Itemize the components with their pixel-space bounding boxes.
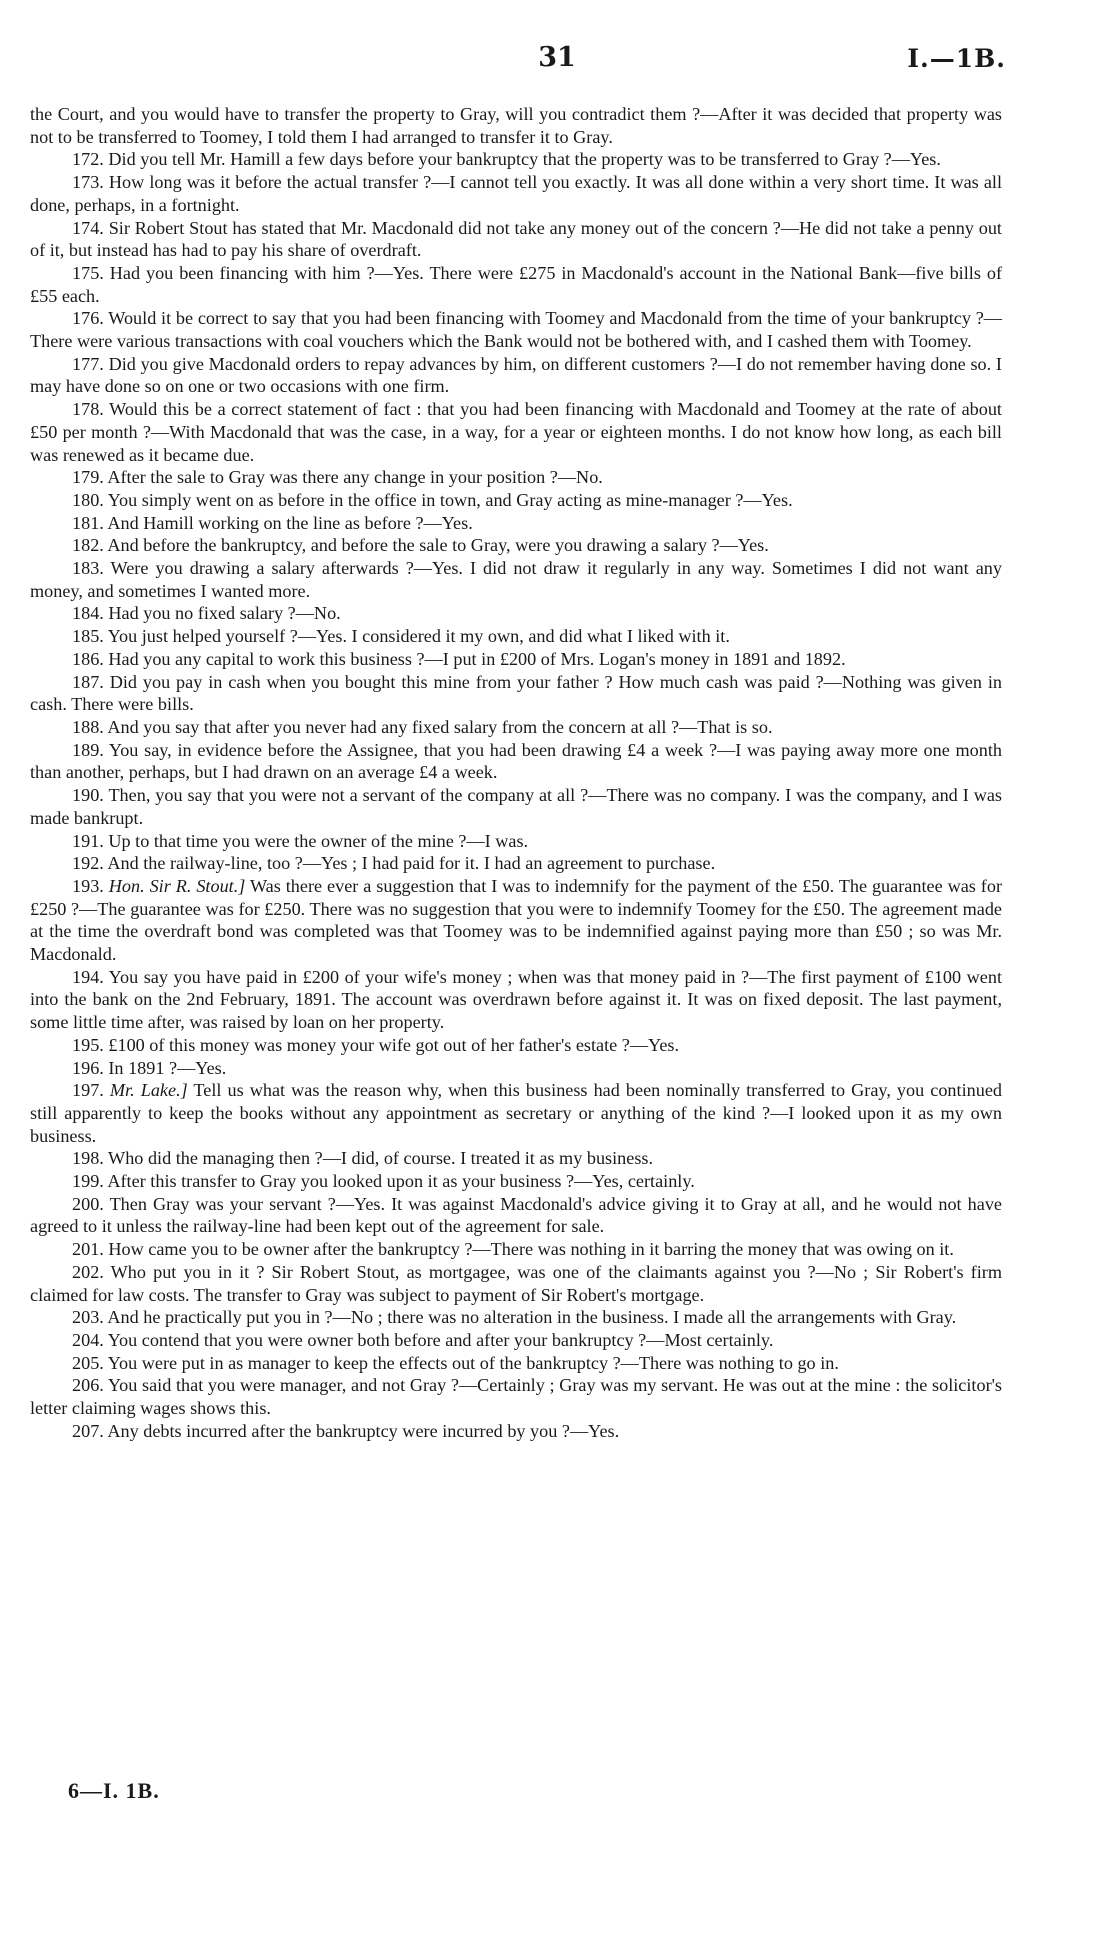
testimony-text: 194. You say you have paid in £200 of your wife's money ; when was that money paid in ?—The first payment of £100 went into the bank on the 2nd February, 1891. The account was overdrawn before against it. It was on fixed deposit. The last payment, some little time after, was raised by loan on her property. — [30, 966, 1002, 1033]
testimony-text: 201. How came you to be owner after the bankruptcy ?—There was nothing in it barring the money that was owing on it. — [72, 1239, 954, 1260]
testimony-paragraph — [30, 625, 1002, 648]
testimony-text: Tell us what was the reason why, when this business had been nominally transferred to Gray, you continued still apparently to keep the books without any appointment as secretary or anything of the kind ?—I looked upon it as my own business. — [30, 1080, 1002, 1146]
speaker-name: Hon. Sir R. Stout.] — [108, 875, 246, 896]
testimony-text: 180. You simply went on as before in the office in town, and Gray acting as mine-manager ?—Yes. — [72, 489, 793, 510]
testimony-text: 202. Who put you in it ? Sir Robert Stout, as mortgagee, was one of the claimants against you ?—No ; Sir Robert's firm claimed for law costs. The transfer to Gray was subject to payment of Sir Robert's mortgage. — [30, 1261, 1002, 1305]
testimony-paragraph — [30, 1193, 1002, 1238]
testimony-text: 181. And Hamill working on the line as before ?—Yes. — [72, 512, 473, 533]
testimony-paragraph — [30, 398, 1002, 466]
testimony-text: 172. Did you tell Mr. Hamill a few days before your bankruptcy that the property was to be transferred to Gray ?—Yes. — [72, 149, 941, 170]
testimony-paragraph — [30, 466, 1002, 489]
testimony-body — [30, 103, 1002, 1442]
testimony-paragraph — [30, 1170, 1002, 1193]
testimony-paragraph — [30, 1306, 1002, 1329]
testimony-text: 200. Then Gray was your servant ?—Yes. It was against Macdonald's advice giving it to Gray at all, and he would not have agreed to it unless the railway-line had been kept out of the agreement for sale. — [30, 1193, 1002, 1237]
paper-reference: I.—1B. — [907, 44, 1006, 73]
testimony-paragraph — [30, 830, 1002, 853]
testimony-text: 183. Were you drawing a salary afterwards ?—Yes. I did not draw it regularly in any way. Sometimes I did not want any money, and sometimes I wanted more. — [30, 558, 1002, 601]
testimony-paragraph — [30, 1261, 1002, 1306]
testimony-text: 185. You just helped yourself ?—Yes. I considered it my own, and did what I liked with it. — [72, 626, 730, 647]
testimony-text: 177. Did you give Macdonald orders to repay advances by him, on different customers ?—I do not remember having done so. I may have done so on one or two occasions with one firm. — [30, 353, 1002, 397]
testimony-text: 192. And the railway-line, too ?—Yes ; I had paid for it. I had an agreement to purchase. — [72, 853, 716, 874]
testimony-text: 195. £100 of this money was money your wife got out of her father's estate ?—Yes. — [72, 1034, 680, 1055]
testimony-paragraph — [30, 148, 1002, 171]
testimony-paragraph — [30, 1034, 1002, 1057]
testimony-paragraph: 193. Hon. Sir R. Stout.] Was there ever a suggestion that I was to indemnify for the payment of the £50. The guarantee was for £250 ?—The guarantee was for £250. There was no suggestion that you were to indemnify Toomey for the £50. The agreement made at the time the overdraft bond was completed was that Toomey was to be indemnified against paying more than £50 ; so was Mr. Macdonald. — [30, 875, 1003, 965]
testimony-paragraph: 197. Mr. Lake.] Tell us what was the reason why, when this business had been nominally transferred to Gray, you continued still apparently to keep the books without any appointment as secretary or anything of the kind ?—I looked upon it as my own business. — [30, 1080, 1002, 1146]
testimony-text: 204. You contend that you were owner both before and after your bankruptcy ?—Most certainly. — [72, 1329, 774, 1350]
testimony-paragraph — [30, 512, 1002, 535]
testimony-text: 179. After the sale to Gray was there any change in your position ?—No. — [72, 467, 603, 488]
testimony-paragraph — [30, 171, 1002, 216]
testimony-text: 191. Up to that time you were the owner of the mine ?—I was. — [72, 830, 529, 851]
testimony-text: 196. In 1891 ?—Yes. — [72, 1057, 227, 1078]
testimony-text: 187. Did you pay in cash when you bought this mine from your father ? How much cash was paid ?—Nothing was given in cash. There were bills. — [30, 671, 1002, 715]
testimony-paragraph — [30, 784, 1002, 829]
testimony-paragraph — [30, 1147, 1002, 1170]
testimony-text: 173. How long was it before the actual transfer ?—I cannot tell you exactly. It was all done within a very short time. It was all done, perhaps, in a fortnight. — [30, 172, 1002, 215]
testimony-text: 190. Then, you say that you were not a servant of the company at all ?—There was no company. I was the company, and I was made bankrupt. — [30, 785, 1002, 828]
testimony-text: 189. You say, in evidence before the Assignee, that you had been drawing £4 a week ?—I was paying away more one month than another, perhaps, but I had drawn on an average £4 a week. — [30, 739, 1002, 783]
testimony-text: 205. You were put in as manager to keep the effects out of the bankruptcy ?—There was nothing to go in. — [72, 1352, 839, 1373]
testimony-text: 206. You said that you were manager, and not Gray ?—Certainly ; Gray was my servant. He was out at the mine : the solicitor's letter claiming wages shows this. — [30, 1375, 1002, 1419]
testimony-paragraph — [30, 1352, 1002, 1375]
speaker-name: Mr. Lake.] — [109, 1080, 188, 1101]
testimony-text: 176. Would it be correct to say that you had been financing with Toomey and Macdonald from the time of your bankruptcy ?—There were various transactions with coal vouchers which the Bank would not be bothered with, and I cashed them with Toomey. — [30, 308, 1002, 352]
testimony-paragraph — [30, 716, 1002, 739]
testimony-text: 188. And you say that after you never had any fixed salary from the concern at all ?—That is so. — [72, 716, 773, 737]
testimony-text: 203. And he practically put you in ?—No ; there was no alteration in the business. I made all the arrangements with Gray. — [72, 1307, 957, 1328]
testimony-text: 182. And before the bankruptcy, and before the sale to Gray, were you drawing a salary ?—Yes. — [72, 535, 769, 556]
testimony-text: Was there ever a suggestion that I was to indemnify for the payment of the £50. The guarantee was for £250 ?—The guarantee was for £250. There was no suggestion that you were to indemnify Toomey for the £50. The agreement made at the time the overdraft bond was completed was that Toomey was to be indemnified against paying more than £50 ; so was Mr. Macdonald. — [30, 875, 1003, 965]
testimony-paragraph — [30, 217, 1002, 262]
page-number: 31 — [538, 42, 576, 73]
testimony-paragraph — [30, 103, 1002, 148]
testimony-paragraph — [30, 602, 1002, 625]
testimony-paragraph — [30, 489, 1002, 512]
testimony-text: 207. Any debts incurred after the bankruptcy were incurred by you ?—Yes. — [72, 1420, 620, 1441]
testimony-text: 175. Had you been financing with him ?—Yes. There were £275 in Macdonald's account in the National Bank—five bills of £55 each. — [30, 262, 1002, 306]
testimony-text: 198. Who did the managing then ?—I did, of course. I treated it as my business. — [72, 1148, 654, 1169]
testimony-paragraph — [30, 1374, 1002, 1419]
testimony-paragraph — [30, 307, 1002, 352]
testimony-text: 199. After this transfer to Gray you looked upon it as your business ?—Yes, certainly. — [72, 1171, 695, 1192]
testimony-text: the Court, and you would have to transfer the property to Gray, will you contradict them ?—After it was decided that property was not to be transferred to Toomey, I told them I had arranged to transfer it to Gray. — [30, 104, 1002, 147]
testimony-text: 178. Would this be a correct statement of fact : that you had been financing with Macdonald and Toomey at the rate of about £50 per month ?—With Macdonald that was the case, in a way, for a year or eighteen months. I do not know how long, as each bill was renewed as it became due. — [30, 399, 1002, 465]
testimony-text: 186. Had you any capital to work this business ?—I put in £200 of Mrs. Logan's money in 1891 and 1892. — [72, 648, 846, 669]
testimony-text: 174. Sir Robert Stout has stated that Mr. Macdonald did not take any money out of the concern ?—He did not take a penny out of it, but instead has had to pay his share of overdraft. — [30, 217, 1002, 261]
testimony-paragraph — [30, 1238, 1002, 1261]
testimony-paragraph — [30, 353, 1002, 398]
testimony-paragraph — [30, 671, 1002, 716]
testimony-paragraph — [30, 557, 1002, 602]
testimony-paragraph — [30, 534, 1002, 557]
testimony-paragraph — [30, 739, 1002, 784]
signature-mark: 6—I. 1B. — [68, 1778, 160, 1803]
testimony-paragraph — [30, 648, 1002, 671]
testimony-paragraph — [30, 966, 1002, 1034]
testimony-paragraph — [30, 1057, 1002, 1080]
testimony-paragraph — [30, 1420, 1002, 1443]
testimony-text: 184. Had you no fixed salary ?—No. — [72, 603, 341, 624]
page-header — [0, 42, 1114, 82]
testimony-paragraph — [30, 262, 1002, 307]
testimony-paragraph — [30, 1329, 1002, 1352]
testimony-paragraph — [30, 852, 1002, 875]
